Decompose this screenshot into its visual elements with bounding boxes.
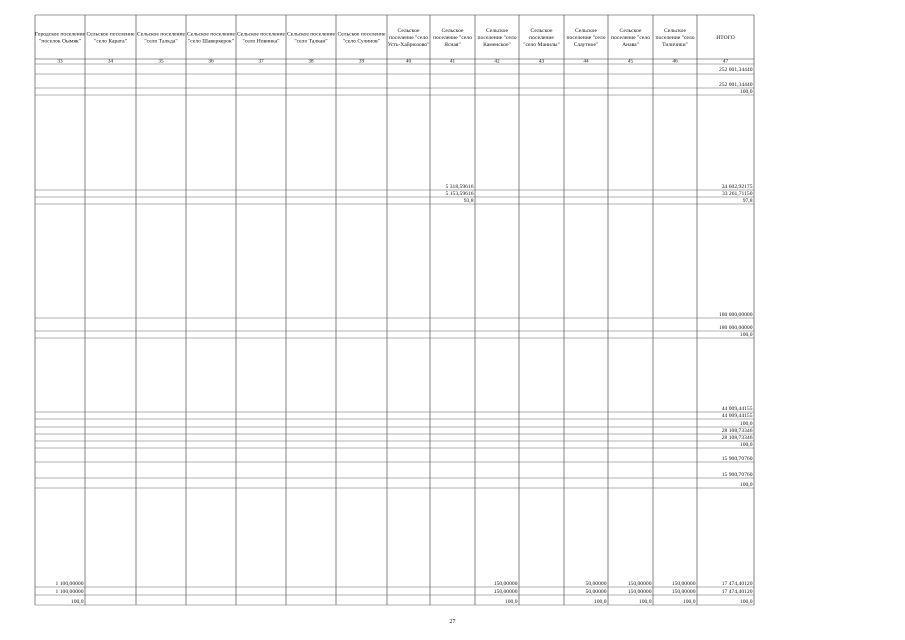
table-cell-value: 150,00000: [493, 581, 518, 587]
column-number: 36: [208, 58, 214, 65]
table-cell-value: 17 474,40120: [721, 589, 753, 595]
table-cell-value: 252 001,34440: [718, 67, 753, 73]
column-header: Сельское поселение "село Новинка": [237, 31, 285, 45]
table-cell-value: 100,0: [739, 482, 753, 488]
table-cell-value: 44 009,44155: [721, 406, 753, 412]
column-number: 45: [627, 58, 634, 65]
table-cell-value: 100,0: [70, 599, 84, 605]
column-number: 37: [258, 58, 264, 65]
table-cell-value: 15 900,70760: [721, 472, 753, 478]
table-cell-value: 93,8: [463, 198, 474, 204]
column-number: 33: [57, 58, 63, 65]
table-cell-value: 28 108,73346: [721, 428, 753, 434]
column-header: ИТОГО: [716, 35, 735, 41]
column-number: 46: [672, 58, 678, 65]
table-cell-value: 150,00000: [671, 589, 696, 595]
table-cell-value: 28 108,73346: [721, 435, 753, 441]
column-header: Сельское поселение "село Ясная": [432, 28, 473, 48]
column-header: Сельское поселение "село Манилы": [523, 28, 560, 48]
column-header: Городское поселение "поселок Оымяк": [34, 31, 86, 45]
table-values: [56, 67, 753, 605]
column-number: 41: [449, 58, 456, 65]
table-cell-value: 44 009,44155: [721, 413, 753, 419]
column-header: Сельское поселение "село Карата": [86, 31, 135, 45]
table-cell-value: 100,0: [739, 442, 753, 448]
column-number: 38: [308, 58, 314, 65]
page-number: 27: [449, 619, 456, 625]
column-number: 35: [158, 58, 164, 65]
column-header: Сельское поселение "село Каменское": [477, 28, 517, 48]
table-cell-value: 150,00000: [671, 581, 696, 587]
column-number: 43: [538, 58, 545, 65]
table-cell-value: 5 153,59616: [445, 191, 474, 197]
table-cell-value: 100,0: [682, 599, 696, 605]
table-cell-value: 33 261,71150: [721, 191, 753, 197]
column-headers: [35, 28, 735, 48]
table-grid: [35, 15, 754, 605]
table-cell-value: 180 000,00000: [718, 312, 753, 318]
column-header: Сельское поселение "село Сулинов": [337, 31, 386, 45]
table-cell-value: 150,00000: [627, 581, 652, 587]
table-cell-value: 5 318,59616: [445, 184, 474, 190]
column-header: Сельское поселение "село Шаверкерок": [187, 31, 235, 45]
column-header: Сельское поселение "село Анава": [610, 28, 651, 48]
column-header: Сельское поселение "село Тиличики": [655, 28, 695, 48]
table-cell-value: 1 100,00000: [55, 589, 84, 595]
table-cell-value: 97,8: [742, 198, 753, 204]
column-header: Сельское поселение "село Талкда": [137, 31, 185, 45]
table-cell-value: 1 100,00000: [55, 581, 84, 587]
column-number: 40: [405, 58, 412, 65]
column-header: Сельское поселение "село Усть-Хайрюзово": [387, 28, 430, 48]
column-number: 42: [494, 58, 500, 65]
column-number: 34: [107, 58, 114, 65]
column-number: 44: [583, 58, 589, 65]
table-cell-value: 50,00000: [585, 581, 607, 587]
column-numbers: [57, 59, 728, 65]
column-number: 47: [722, 58, 729, 65]
table-cell-value: 100,0: [593, 599, 607, 605]
table-cell-value: 150,00000: [627, 589, 652, 595]
table-cell-value: 100,0: [739, 89, 753, 95]
table-cell-value: 100,0: [638, 599, 652, 605]
table-cell-value: 180 000,00000: [718, 325, 753, 331]
table-cell-value: 100,0: [739, 599, 753, 605]
table-cell-value: 15 900,70760: [721, 456, 753, 462]
table-cell-value: 100,0: [739, 421, 753, 427]
table-cell-value: 100,0: [739, 332, 753, 338]
column-number: 39: [358, 58, 365, 65]
table-cell-value: 34 602,92175: [721, 184, 753, 190]
column-header: Сельское поселение "село Слаутное": [566, 28, 606, 48]
table-cell-value: 252 001,34440: [718, 82, 753, 88]
table-cell-value: 150,00000: [493, 589, 518, 595]
table-cell-value: 17 474,40120: [721, 581, 753, 587]
table-cell-value: 100,0: [504, 599, 518, 605]
column-header: Сельское поселение "село Талкан": [287, 31, 335, 45]
table-cell-value: 50,00000: [585, 589, 607, 595]
